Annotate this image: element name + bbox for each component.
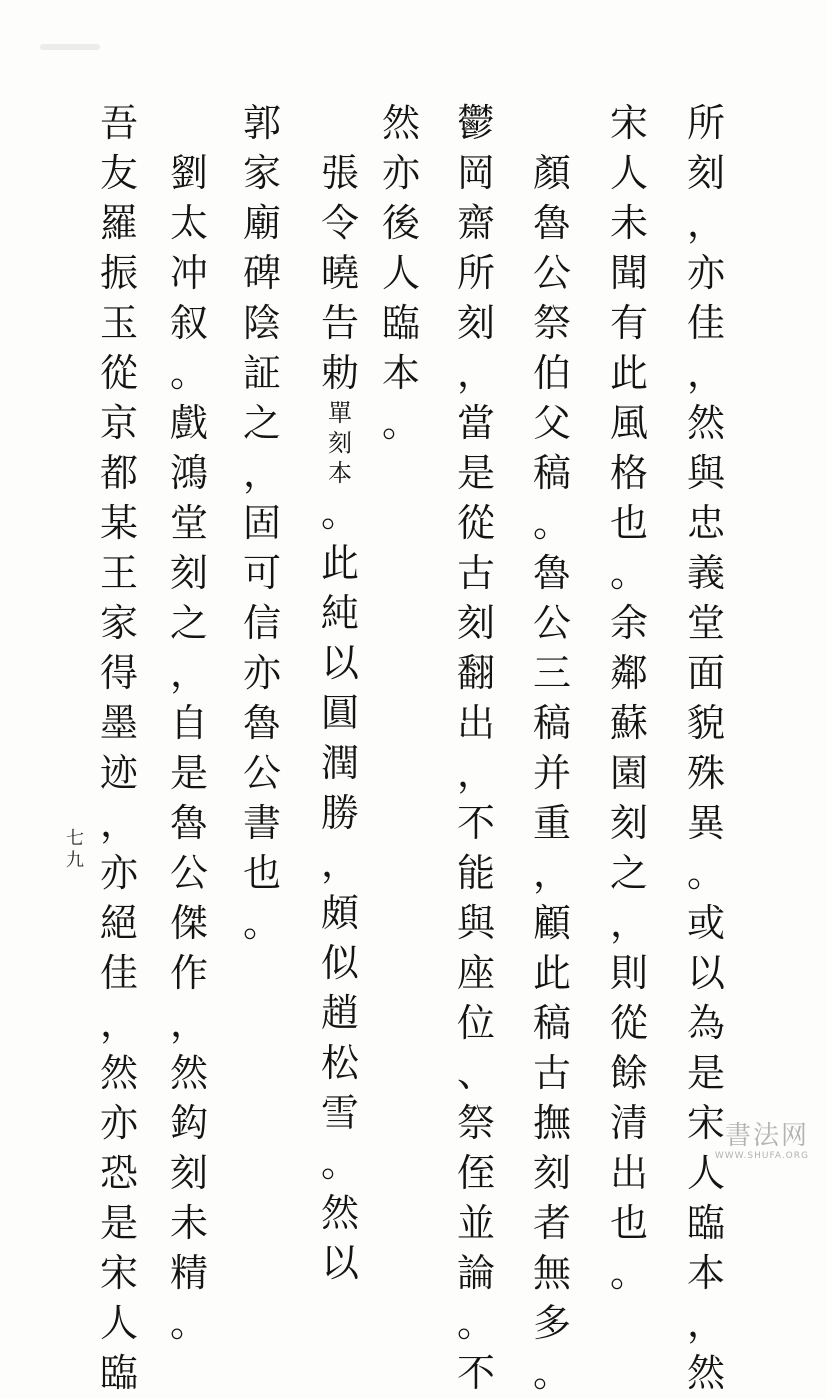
text-column: [682, 98, 730, 1398]
column-text: 顏 魯 公 祭 伯 父 稿 。 魯 公 三 稿 并 重 ， 顧 此 稿 古 撫 刻 者 無 多 。: [532, 151, 571, 1395]
column-text: 所 刻 ， 亦 佳 ， 然 與 忠 義 堂 面 貌 殊 異 。 或 以 為 是 宋 人 臨 本 ， 然: [686, 101, 725, 1395]
column-text: 然 亦 後 人 臨 本 。: [381, 101, 420, 445]
text-column: [605, 98, 653, 1298]
column-text: 郭 家 廟 碑 陰 証 之 ， 固 可 信 亦 魯 公 書 也 。: [242, 101, 281, 945]
column-text: 宋 人 未 聞 有 此 風 格 也 。 余 鄰 蘇 園 刻 之 ， 則 從 餘 清 出 也 。: [609, 101, 648, 1295]
column-text: 張 令 曉 告 勅: [320, 151, 359, 395]
scan-smudge: [40, 44, 100, 50]
column-text: 吾 友 羅 振 玉 從 京 都 某 王 家 得 墨 迹 ， 亦 絕 佳 ， 然 亦 恐 是 宋 人 臨: [99, 101, 138, 1395]
column-text: 劉 太 冲 叙 。 戲 鴻 堂 刻 之 ， 自 是 魯 公 傑 作 ， 然 鈎 刻 未 精 。: [169, 151, 208, 1345]
page-number-text: 七九: [66, 828, 84, 871]
column-text: 。 此 純 以 圓 潤 勝 ， 頗 似 趙 松 雪 。 然 以: [320, 491, 359, 1285]
text-column: [528, 98, 576, 1398]
text-column: [452, 98, 500, 1398]
page-number: [60, 828, 90, 872]
watermark-url: WWW.SHUFA.ORG: [714, 1151, 809, 1161]
text-column: [377, 98, 425, 448]
text-column: [165, 98, 213, 1348]
text-column: [316, 98, 364, 1288]
watermark-logo: 書法网: [724, 1121, 809, 1151]
watermark: [689, 1121, 809, 1162]
column-text: 鬱 岡 齋 所 刻 ， 當 是 從 古 刻 翻 出 ， 不 能 與 座 位 、 祭 侄 並 論 。 不: [456, 101, 495, 1395]
text-column: [238, 98, 286, 948]
inline-note: 單 刻 本: [328, 399, 352, 487]
text-column: [95, 98, 143, 1398]
